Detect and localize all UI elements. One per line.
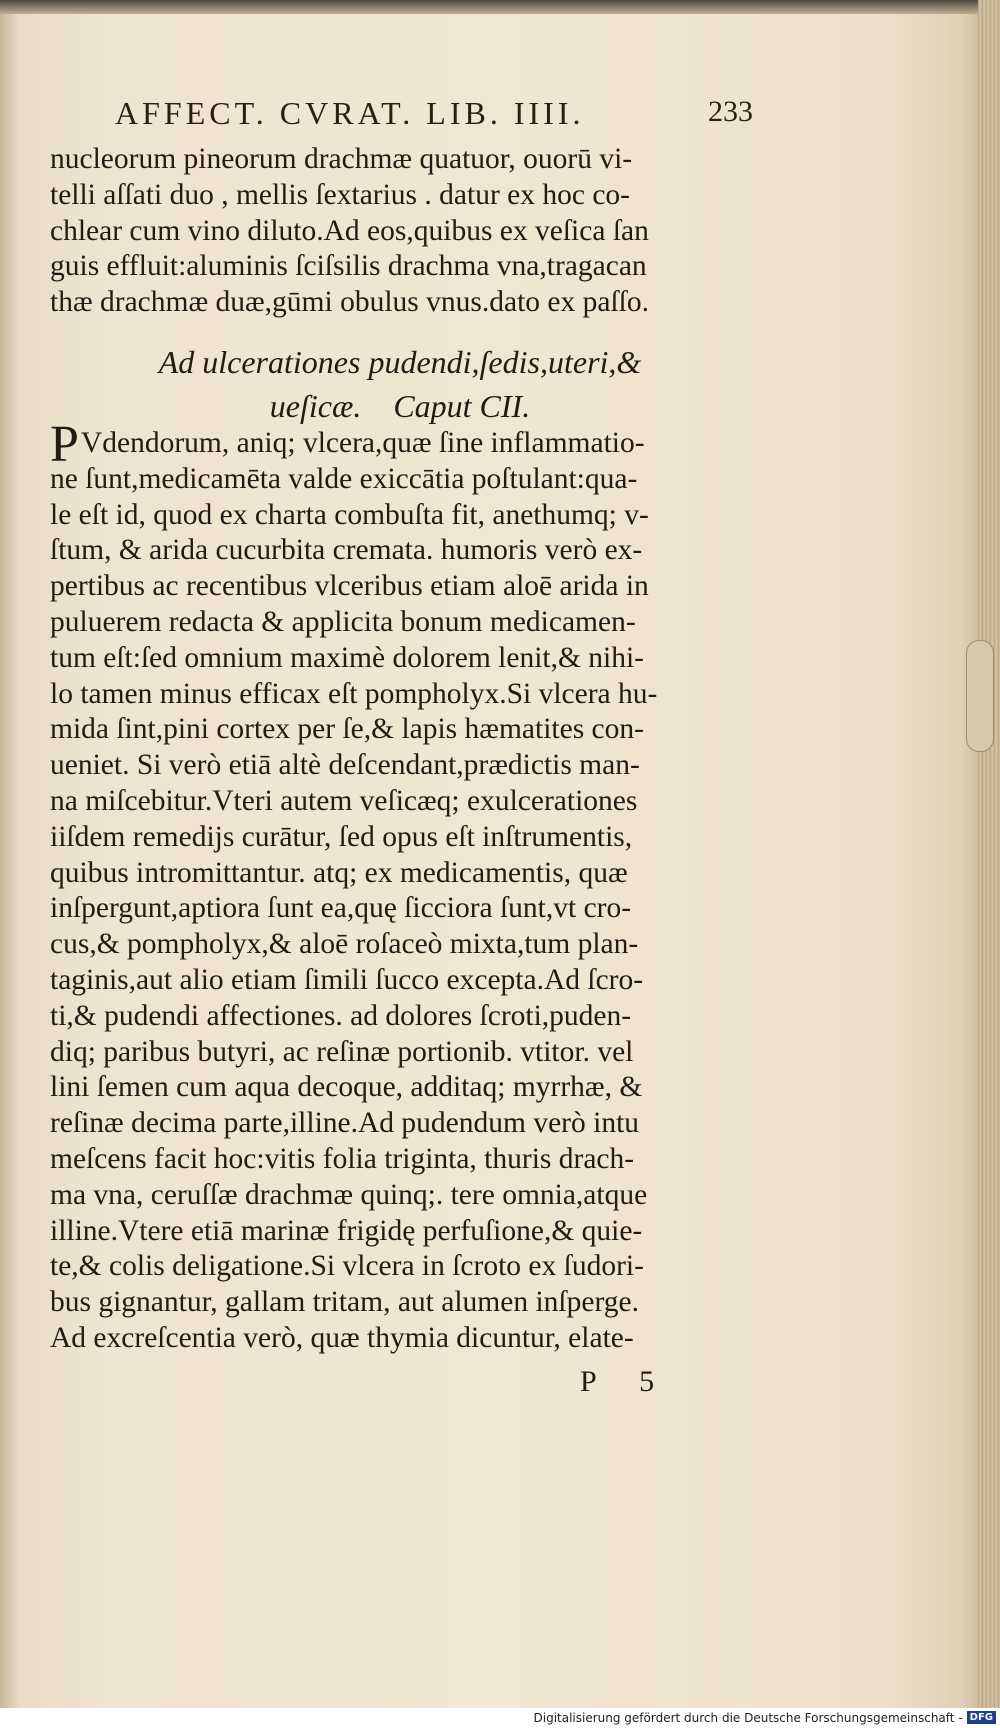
text-line: telli aſſati duo , mellis ſextarius . datur ex hoc co- [50, 178, 631, 211]
text-line: pertibus ac recentibus vlceribus etiam aloē arida in [50, 570, 649, 603]
text-line: ne ſunt,medicamēta valde exiccātia poſtulant:qua- [50, 462, 638, 495]
text-line: lini ſemen cum aqua decoque, additaq; myrrhæ, & [50, 1071, 643, 1104]
text-line: iiſdem remedijs curātur, ſed opus eſt inſtrumentis, [50, 820, 633, 853]
text-line: lo tamen minus efficax eſt pompholyx.Si vlcera hu- [50, 677, 658, 710]
page-number: 233 [708, 95, 753, 128]
text-line: na miſcebitur.Vteri autem veſicæq; exulcerationes [50, 784, 638, 817]
text-line: le eſt id, quod ex charta combuſta fit, anethumq; v- [50, 498, 649, 531]
text-line: reſinæ decima parte,illine.Ad pudendum verò intu [50, 1107, 640, 1140]
text-line: meſcens facit hoc:vitis folia triginta, thuris drach- [50, 1142, 635, 1175]
text-line: illine.Vtere etiā marinæ frigidę perfuſione,& quie- [50, 1214, 643, 1247]
text-line: tum eſt:ſed omnium maximè dolorem lenit,& nihi- [50, 641, 645, 674]
text-line: diq; paribus butyri, ac reſinæ portionib. vtitor. vel [50, 1035, 634, 1068]
text-line: ma vna, ceruſſæ drachmæ quinq;. tere omnia,atque [50, 1178, 648, 1211]
chapter-heading [50, 340, 750, 428]
text-line: ueniet. Si verò etiā altè deſcendant,prædictis man- [50, 749, 640, 782]
credit-text: Digitalisierung gefördert durch die Deutsche Forschungsgemeinschaft - [533, 1711, 963, 1725]
text-line: quibus intromittantur. atq; ex medicamentis, quæ [50, 856, 628, 889]
drop-cap: P [50, 416, 79, 473]
text-line: thæ drachmæ duæ,gūmi obulus vnus.dato ex paſſo. [50, 286, 649, 319]
page-stack-edge [978, 0, 1000, 1708]
top-edge [0, 0, 1000, 14]
chapter-heading-line2: ueſicæ. Caput CII. [269, 388, 531, 424]
running-title: AFFECT. CVRAT. LIB. IIII. [115, 95, 585, 131]
text-line: cus,& pompholyx,& aloē roſaceò mixta,tum plan- [50, 928, 639, 961]
text-block-main [50, 416, 750, 1357]
text-line: inſpergunt,aptiora ſunt ea,quę ſicciora ſunt,vt cro- [50, 892, 632, 925]
text-line: ſtum, & arida cucurbita cremata. humoris verò ex- [50, 534, 643, 567]
text-line: puluerem redacta & applicita bonum medicamen- [50, 605, 636, 638]
text-line: nucleorum pineorum drachmæ quatuor, ouorū vi- [50, 143, 633, 175]
text-line: chlear cum vino diluto.Ad eos,quibus ex veſica ſan [50, 214, 649, 247]
signature-mark: P 5 [580, 1365, 673, 1398]
dfg-logo: DFG [967, 1711, 996, 1724]
text-line: mida ſint,pini cortex per ſe,& lapis hæmatites con- [50, 713, 644, 746]
text-block-top [50, 142, 750, 321]
text-line: Vdendorum, aniq; vlcera,quæ ſine inflammatio- [80, 427, 645, 459]
text-line: guis effluit:aluminis ſciſsilis drachma vna,tragacan [50, 250, 647, 283]
text-line-first [50, 416, 750, 473]
chapter-heading-line1: Ad ulcerationes pudendi,ſedis,uteri,& [158, 344, 642, 380]
text-line: bus gignantur, gallam tritam, aut alumen inſperge. [50, 1286, 639, 1319]
page-tab [966, 640, 994, 752]
text-line: taginis,aut alio etiam ſimili ſucco excepta.Ad ſcro- [50, 963, 644, 996]
text-line: ti,& pudendi affectiones. ad dolores ſcroti,puden- [50, 999, 632, 1032]
text-line: Ad excreſcentia verò, quæ thymia dicuntur, elate- [50, 1321, 634, 1354]
text-line: te,& colis deligatione.Si vlcera in ſcroto ex ſudori- [50, 1250, 644, 1283]
digitization-credit [0, 1708, 1000, 1728]
